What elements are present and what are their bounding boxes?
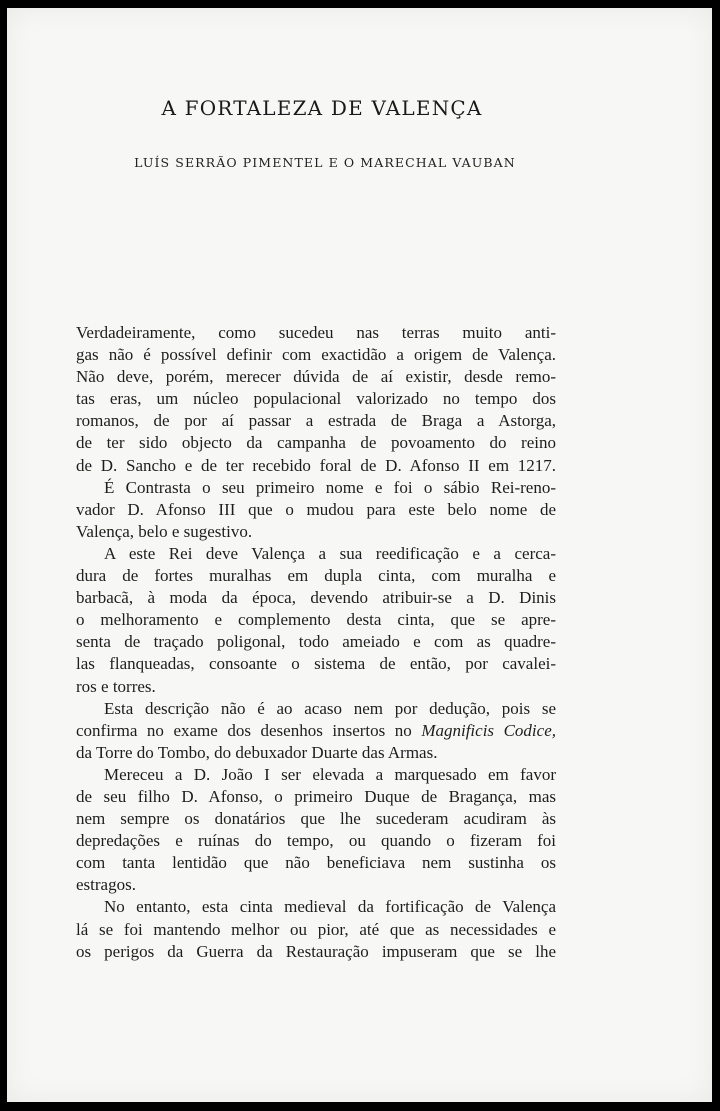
text-line: dura de fortes muralhas em dupla cinta, com muralha e [76,566,556,586]
text-line: A este Rei deve Valença a sua reedificação e a cerca- [104,543,556,563]
paragraph [76,477,556,543]
italic-title: Magnificis Codice, [421,720,556,740]
text-line: tas eras, um núcleo populacional valorizado no tempo dos [76,389,556,409]
text-line: depredações e ruínas do tempo, ou quando o fizeram foi [76,831,556,851]
text-line: lá se foi mantendo melhor ou pior, até que as necessidades e [76,919,556,939]
text-line: Mereceu a D. João I ser elevada a marquesado em favor [104,764,556,784]
text-line: las flanqueadas, consoante o sistema de então, por cavalei- [76,654,556,674]
text-line: os perigos da Guerra da Restauração impuseram que se lhe [76,941,556,961]
text-fragment: confirma no exame dos desenhos insertos no [76,720,422,740]
paragraph [76,698,556,764]
text-line: da Torre do Tombo, do debuxador Duarte das Armas. [76,742,438,762]
text-line: nem sempre os donatários que lhe sucederam acudiram às [76,809,556,829]
body-text [76,322,556,963]
text-line: ros e torres. [76,676,156,696]
text-line: Verdadeiramente, como sucedeu nas terras muito anti- [76,323,556,342]
text-line: É Contrasta o seu primeiro nome e foi o sábio Rei-reno- [104,477,556,497]
text-line: gas não é possível definir com exactidão a origem de Valença. [76,345,556,365]
text-line: estragos. [76,875,136,895]
text-line: No entanto, esta cinta medieval da fortificação de Valença [104,897,556,917]
text-line: de seu filho D. Afonso, o primeiro Duque de Bragança, mas [76,786,556,806]
paragraph [76,543,556,698]
text-line: de D. Sancho e de ter recebido foral de D. Afonso II em 1217. [76,455,556,475]
paragraph [76,764,556,897]
document-page [7,8,712,1102]
text-line: com tanta lentidão que não beneficiava nem sustinha os [76,853,556,873]
text-line: barbacã, à moda da época, devendo atribuir-se a D. Dinis [76,588,556,608]
text-line: romanos, de por aí passar a estrada de Braga a Astorga, [76,411,556,431]
text-line: Esta descrição não é ao acaso nem por dedução, pois se [104,698,556,718]
text-line: Valença, belo e sugestivo. [76,521,253,541]
paragraph [76,322,556,477]
document-subtitle: LUÍS SERRÃO PIMENTEL E O MARECHAL VAUBAN [134,155,516,170]
text-line: o melhoramento e complemento desta cinta, que se apre- [76,610,556,630]
text-line [76,720,556,742]
document-title: A FORTALEZA DE VALENÇA [161,96,483,120]
paragraph [76,896,556,962]
text-line: de ter sido objecto da campanha de povoamento do reino [76,433,556,453]
text-line: vador D. Afonso III que o mudou para este belo nome de [76,499,556,519]
text-line: Não deve, porém, merecer dúvida de aí existir, desde remo- [76,367,556,387]
text-line: senta de traçado poligonal, todo ameiado e com as quadre- [76,632,556,652]
